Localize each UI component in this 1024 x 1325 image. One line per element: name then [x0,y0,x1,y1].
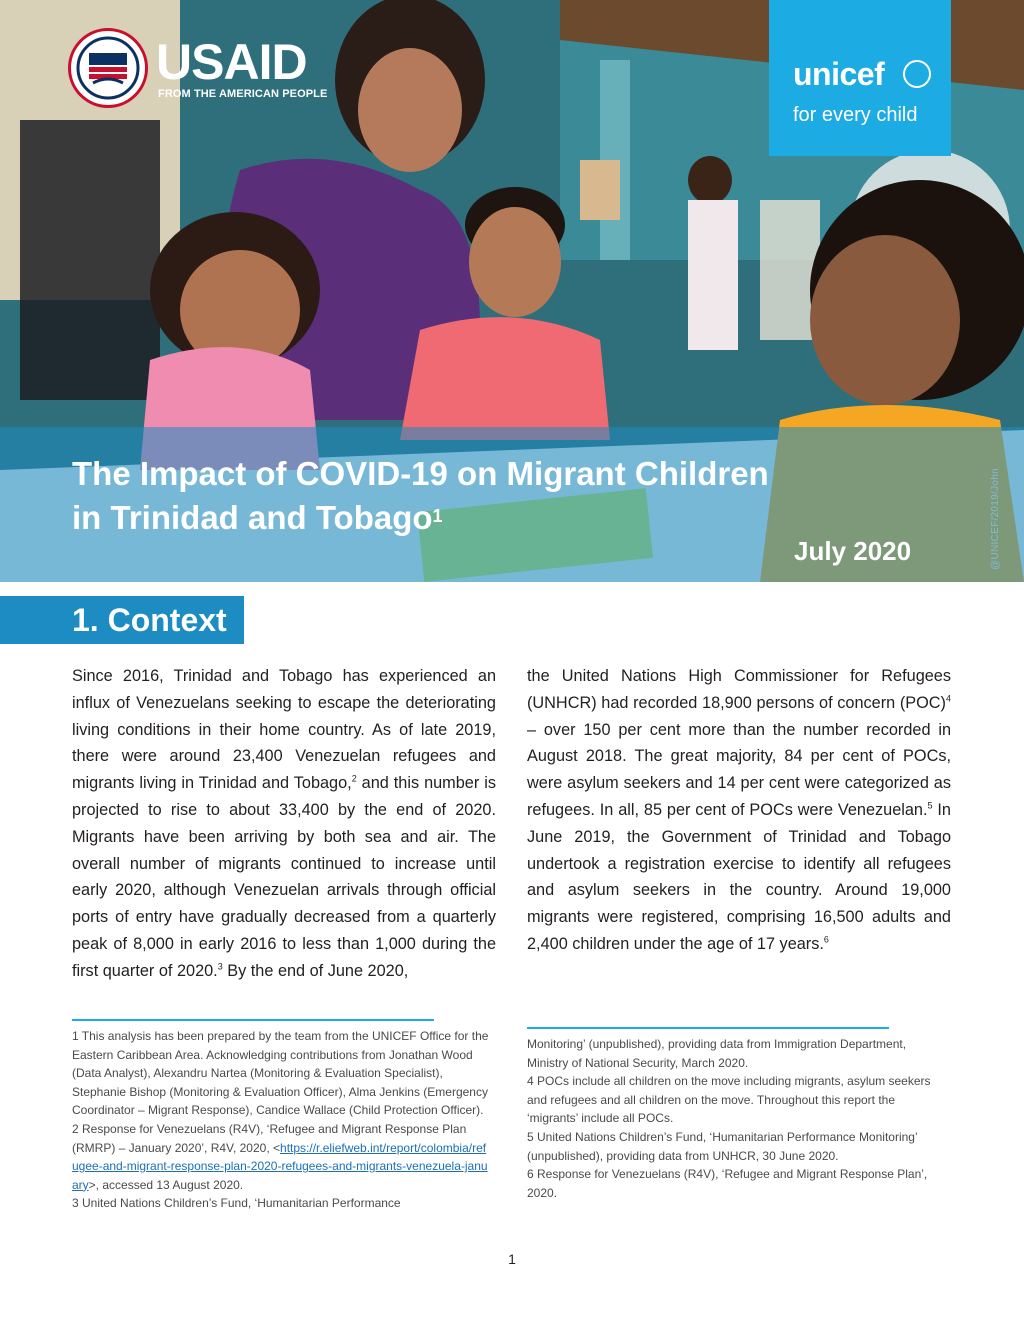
body-text: the United Nations High Commissioner for Refugees (UNHCR) had recorded 18,900 persons of concern (POC) [527,667,951,712]
body-text: In June 2019, the Government of Trinidad and Tobago undertook a registration exercise to identify all refugees and asylum seekers in the country. Around 19,000 migrants were registered, comprising 16,500 adults and 2,400 children under the age of 17 years. [527,800,951,953]
body-text: Since 2016, Trinidad and Tobago has experienced an influx of Venezuelans seeking to escape the deteriorating living conditions in their home country. As of late 2019, there were around 23,400 Venezuelan refugees and migrants living in Trinidad and Tobago, [72,667,496,793]
body-column-right [527,663,951,958]
usaid-wordmark: USAID [156,34,307,90]
footnotes-left [72,1027,492,1213]
footnote-ref: 5 [927,800,933,811]
footnote-1: 1 This analysis has been prepared by the team from the UNICEF Office for the Eastern Caribbean Area. Acknowledging contributions from Jonathan Wood (Data Analyst), Alexandru Nartea (Monitoring & Evaluation Specialist), Stephanie Bishop (Monitoring & Evaluation Officer), Alma Jenkins (Emergency Coordinator – Migrant Response), Candice Wallace (Child Protection Officer). [72,1029,489,1118]
title-line-2: in Trinidad and Tobago [72,499,433,536]
title-line-1: The Impact of COVID-19 on Migrant Children [72,455,769,492]
section-heading-text: 1. Context [72,602,227,638]
title-footnote-mark: 1 [432,506,443,526]
footnote-2-link[interactable]: https://r.eliefweb.int/report/colombia/refugee-and-migrant-response-plan-2020-refugees-and-migrants-venezuela-january [72,1140,488,1192]
unicef-wordmark: unicef [793,56,885,92]
body-column-left [72,663,496,985]
body-text: By the end of June 2020, [222,961,409,980]
usaid-tagline: FROM THE AMERICAN PEOPLE [158,88,328,100]
usaid-seal-icon [68,28,148,108]
footnote-ref: 6 [823,934,829,945]
footnote-3-continued: Monitoring’ (unpublished), providing data from Immigration Department, Ministry of National Security, March 2020. [527,1037,907,1070]
footnote-4: 4 POCs include all children on the move including migrants, asylum seekers and refugees and all children on the move. Throughout this report the ‘migrants’ include all POCs. [527,1074,931,1126]
section-heading [0,596,244,644]
document-title [72,452,872,540]
body-text: and this number is projected to rise to about 33,400 by the end of 2020. Migrants have been arriving by both sea and air. The overall number of migrants continued to increase until early 2020, although Venezuelan arrivals through official ports of entry have gradually decreased from a quarterly peak of 8,000 in early 2016 to less than 1,000 during the first quarter of 2020. [72,774,496,980]
footnote-rule-right [527,1027,889,1029]
footnotes-right [527,1035,947,1202]
footnote-2 [72,1120,492,1194]
footnote-ref: 2 [351,773,357,784]
footnote-3: 3 United Nations Children’s Fund, ‘Humanitarian Performance [72,1196,401,1211]
footnote-2-suffix: >, accessed 13 August 2020. [88,1177,244,1192]
unicef-tagline: for every child [793,104,918,126]
document-date: July 2020 [794,536,912,566]
footnote-ref: 3 [217,961,223,972]
footnote-5: 5 United Nations Children’s Fund, ‘Humanitarian Performance Monitoring’ (unpublished), providing data from UNHCR, 30 June 2020. [527,1129,918,1163]
unicef-globe-icon [903,60,931,88]
footnote-6: 6 Response for Venezuelans (R4V), ‘Refugee and Migrant Response Plan’, 2020. [527,1167,928,1200]
usaid-logo [68,28,348,108]
page-number: 1 [508,1251,516,1267]
footnote-rule-left [72,1019,434,1021]
unicef-logo [769,0,951,156]
footnote-ref: 4 [945,693,951,704]
body-text: – over 150 per cent more than the number recorded in August 2018. The great majority, 84 per cent of POCs, were asylum seekers and 14 per cent were categorized as refugees. In all, 85 per cent of POCs were Venezuelan. [527,720,951,819]
footnote-2-text: 2 Response for Venezuelans (R4V), ‘Refugee and Migrant Response Plan (RMRP) – January 2020’, R4V, 2020, < [72,1121,467,1155]
